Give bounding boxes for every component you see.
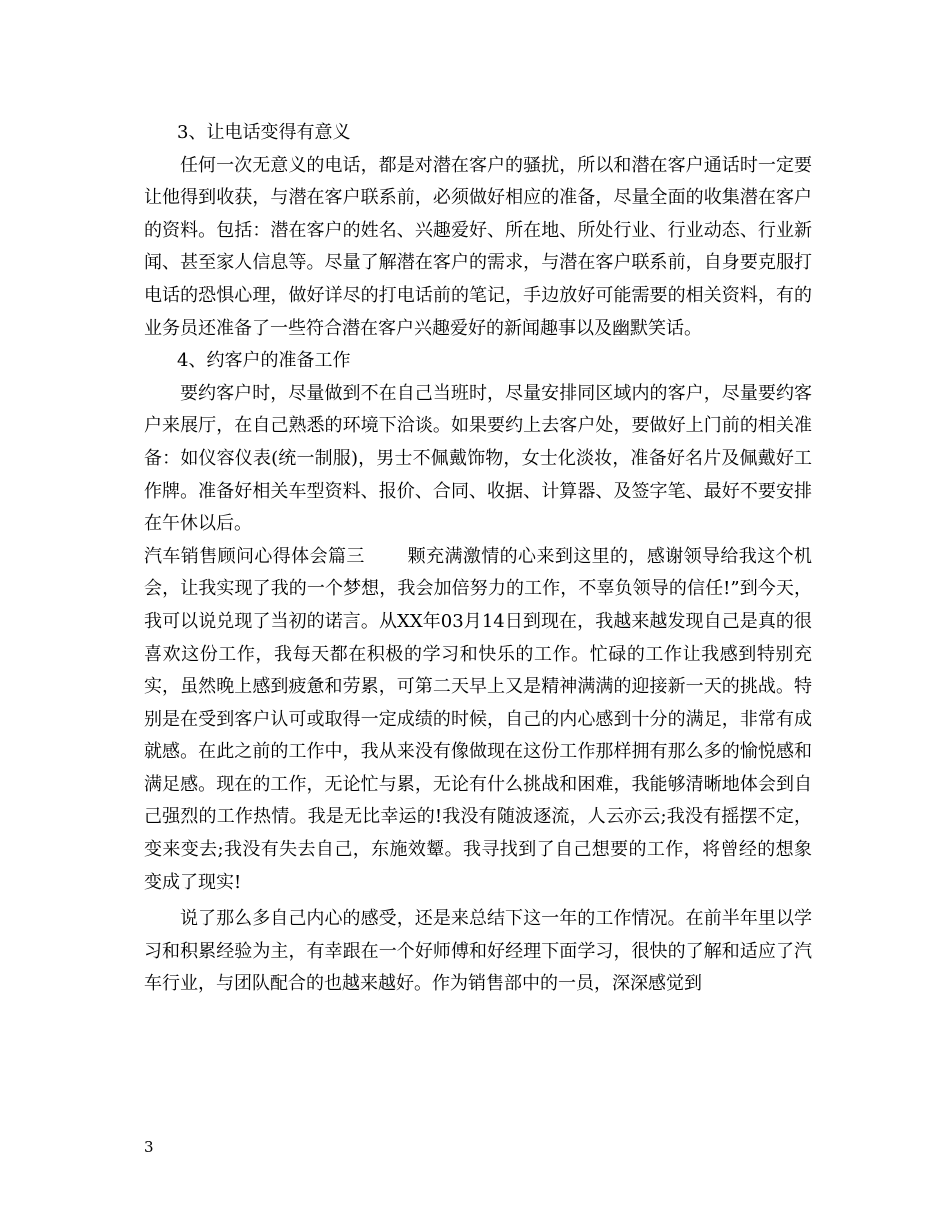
paragraph-phone-meaning: 任何一次无意义的电话，都是对潜在客户的骚扰，所以和潜在客户通话时一定要让他得到收获，与潜在客户联系前，必须做好相应的准备，尽量全面的收集潜在客户的资料。包括：潜在客户的姓名、兴趣爱好、所在地、所处行业、行业动态、行业新闻、甚至家人信息等。尽量了解潜在客户的需求，与潜在客户联系前，自身要克服打电话的恐惧心理，做好详尽的打电话前的笔记，手边放好可能需要的相关资料，有的业务员还准备了一些符合潜在客户兴趣爱好的新闻趣事以及幽默笑话。: [144, 154, 812, 339]
section-heading-appointment: 4、约客户的准备工作: [177, 350, 351, 372]
paragraph-year-summary: 说了那么多自己内心的感受，还是来总结下这一年的工作情况。在前半年里以学习和积累经验为主，有幸跟在一个好师傅和好经理下面学习，很快的了解和适应了汽车行业，与团队配合的也越来越好。作为销售部中的一员，深深感觉到: [144, 908, 812, 995]
paragraph-appointment-prep: 要约客户时，尽量做到不在自己当班时，尽量安排同区域内的客户，尽量要约客户来展厅，在自己熟悉的环境下洽谈。如果要约上去客户处，要做好上门前的相关准备：如仪容仪表(统一制服)，男士不佩戴饰物，女士化淡妆，准备好名片及佩戴好工作牌。准备好相关车型资料、报价、合同、收据、计算器、及签字笔、最好不要安排在午休以后。: [144, 382, 812, 535]
section-heading-phone: 3、让电话变得有意义: [177, 122, 351, 143]
paragraph-part-three: 汽车销售顾问心得体会篇三 颗充满激情的心来到这里的，感谢领导给我这个机会，让我实现了我的一个梦想，我会加倍努力的工作，不辜负领导的信任!”到今天，我可以说兑现了当初的诺言。从XX年03月14日到现在，我越来越发现自己是真的很喜欢这份工作，我每天都在积极的学习和快乐的工作。忙碌的工作让我感到特别充实，虽然晚上感到疲惫和劳累，可第二天早上又是精神满满的迎接新一天的挑战。特别是在受到客户认可或取得一定成绩的时候，自己的内心感到十分的满足，非常有成就感。在此之前的工作中，我从来没有像做现在这份工作那样拥有那么多的愉悦感和满足感。现在的工作，无论忙与累，无论有什么挑战和困难，我能够清晰地体会到自己强烈的工作热情。我是无比幸运的!我没有随波逐流，人云亦云;我没有摇摆不定，变来变去;我没有失去自己，东施效颦。我寻找到了自己想要的工作，将曾经的想象变成了现实!: [144, 545, 812, 893]
document-body: [144, 117, 812, 1001]
page-number: 3: [144, 1138, 154, 1156]
